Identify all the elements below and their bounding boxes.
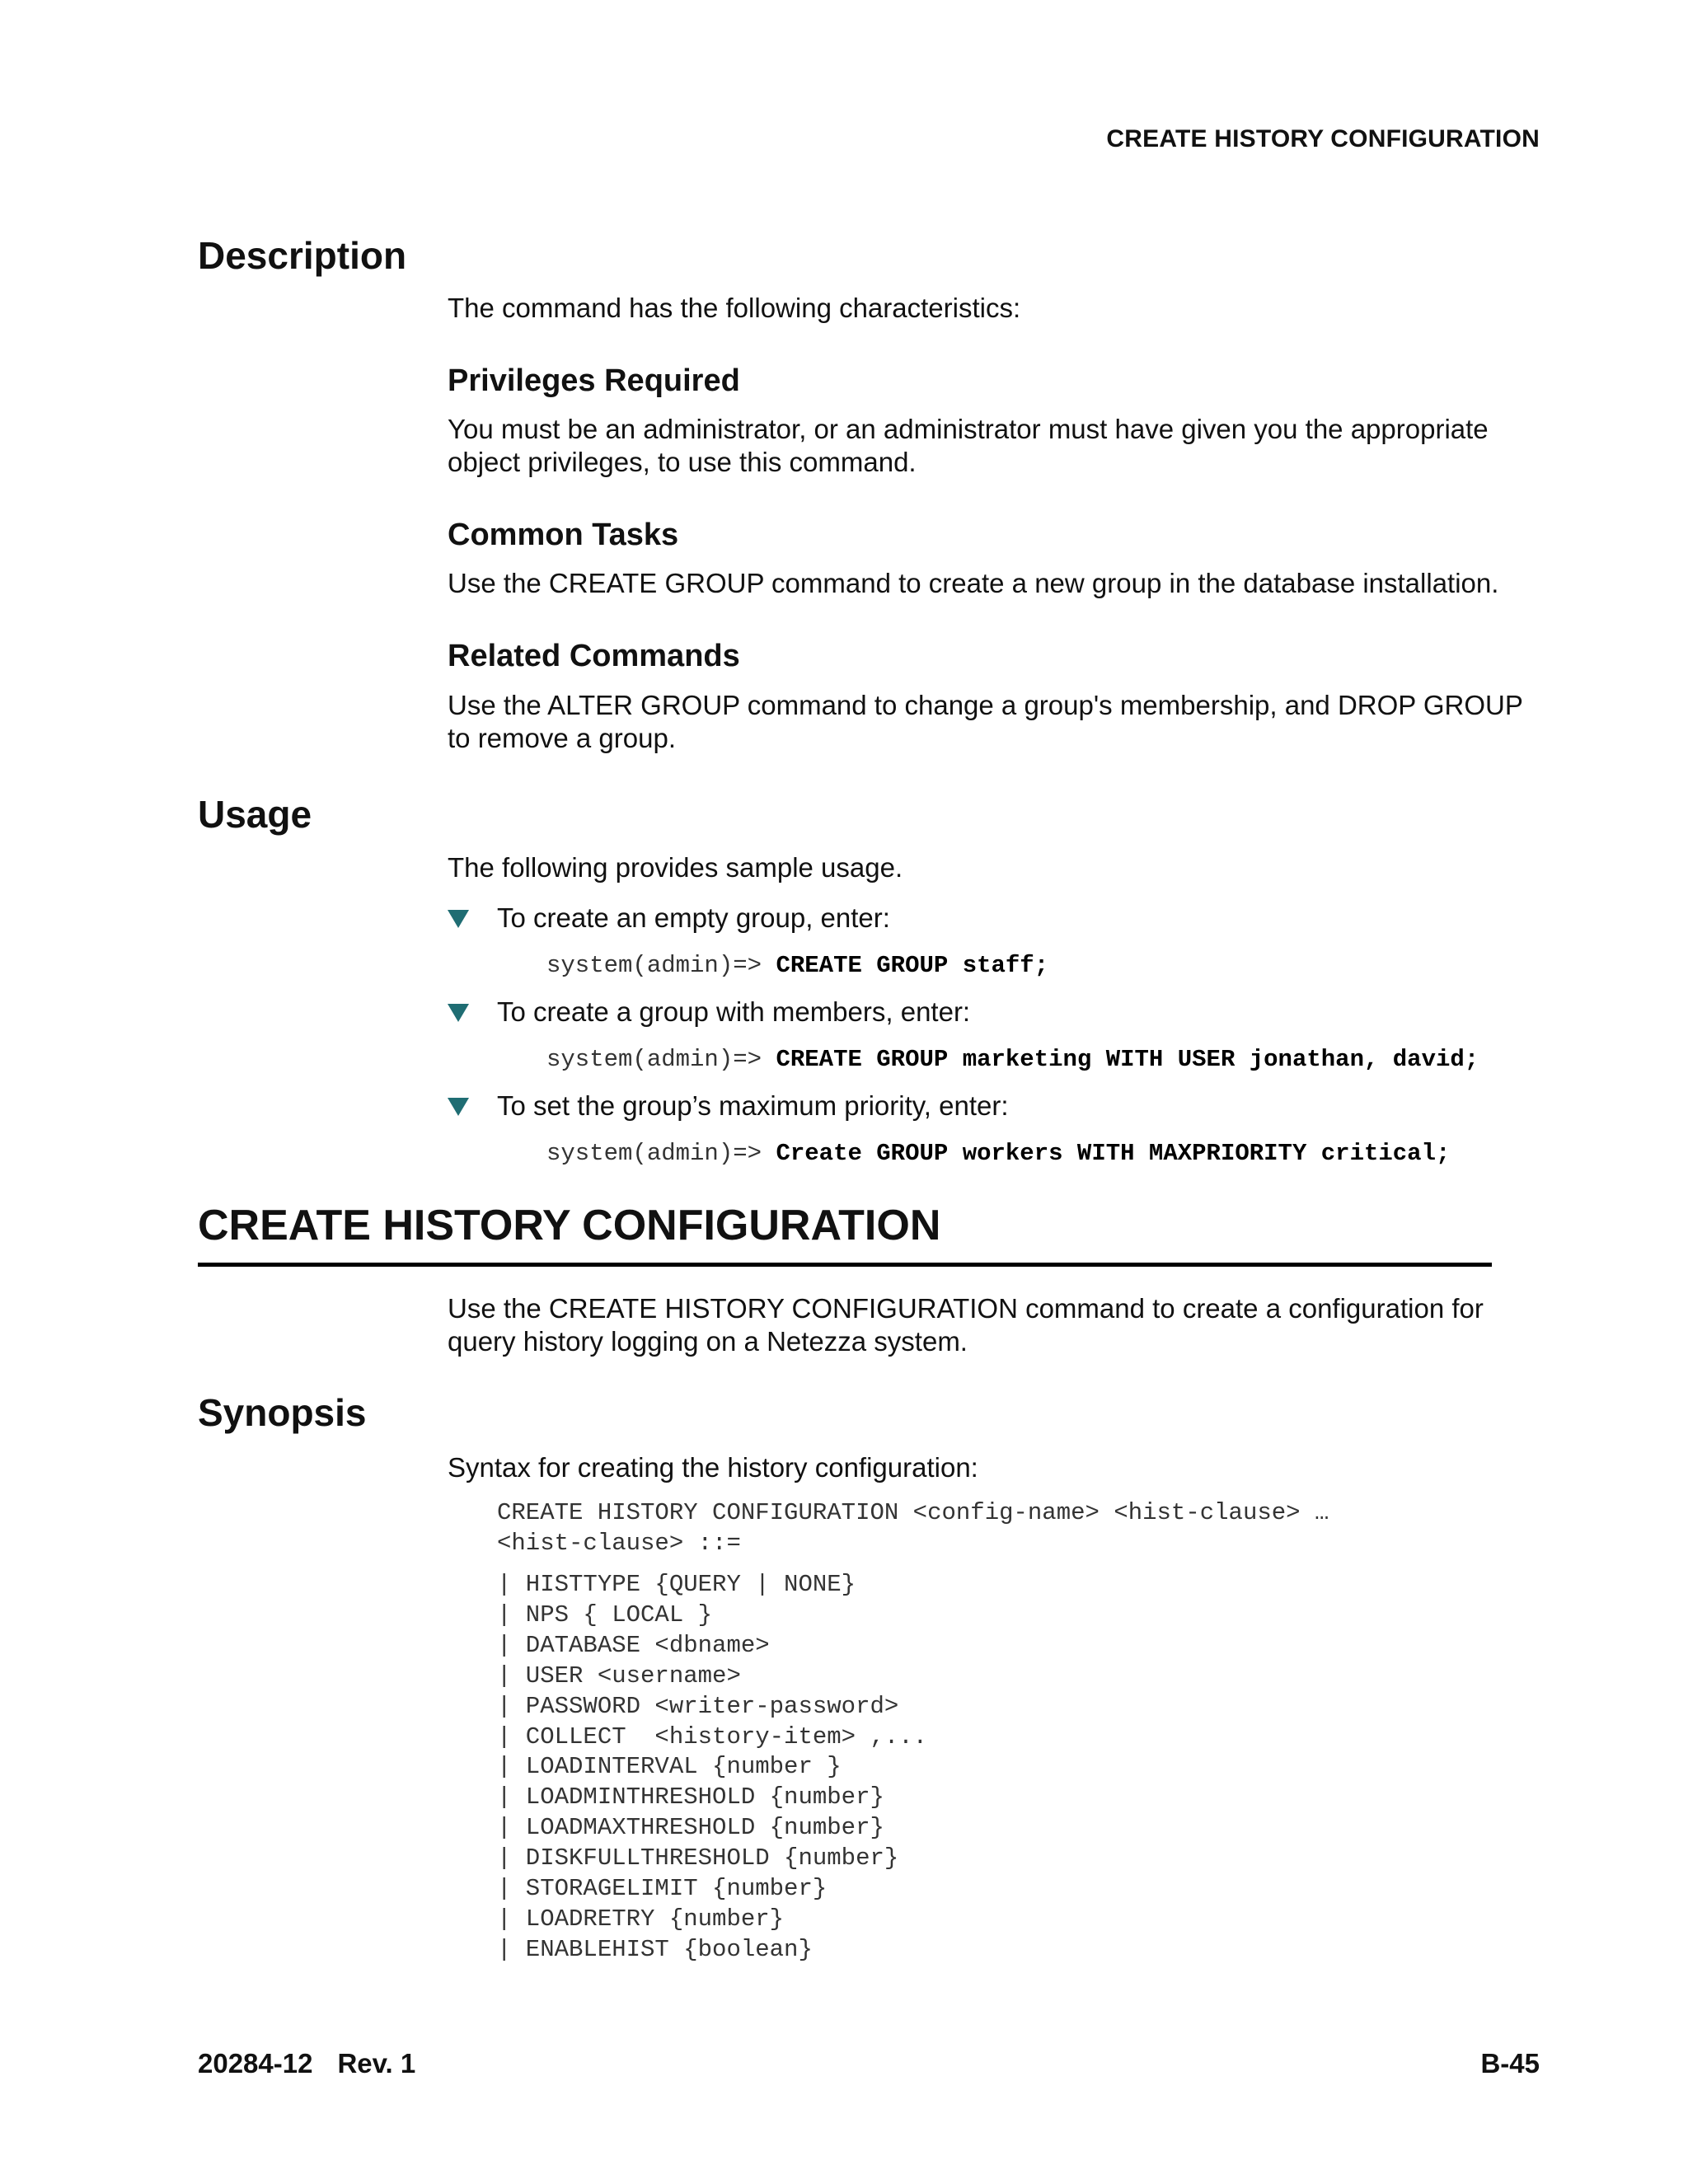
syntax-clauses-block: | HISTTYPE {QUERY | NONE} | NPS { LOCAL } | DATABASE <dbname> | USER <username> | PASSWORD <writer-password> | COLLECT <history-item> ,... | LOADINTERVAL {number } | LOADMINTHRESHOLD {number} | LOADMAXTHRESHOLD {number} | DISKFULLTHRESHOLD {number} | STORAGELIMIT {number} | LOADRETRY {number} | ENABLEHIST {boolean} <box>497 1571 928 1963</box>
footer-doc-number: 20284-12 <box>198 2048 313 2079</box>
synopsis-heading: Synopsis <box>198 1391 367 1434</box>
triangle-bullet-icon <box>448 910 469 928</box>
code-command: CREATE GROUP staff; <box>776 952 1049 979</box>
triangle-bullet-icon <box>448 1004 469 1022</box>
section-title: CREATE HISTORY CONFIGURATION <box>198 1202 941 1249</box>
triangle-bullet-icon <box>448 1098 469 1116</box>
description-intro: The command has the following characteristics: <box>448 293 1021 323</box>
usage-item <box>448 902 1601 935</box>
usage-code-example <box>546 951 1048 981</box>
related-commands-text: Use the ALTER GROUP command to change a group's membership, and DROP GROUP to remove a group. <box>448 690 1523 753</box>
code-prompt: system(admin)=> <box>546 1140 776 1167</box>
usage-heading: Usage <box>198 793 312 836</box>
usage-item <box>448 996 1601 1029</box>
usage-item-text: To create an empty group, enter: <box>497 902 890 933</box>
footer-revision: Rev. 1 <box>337 2048 416 2079</box>
title-divider <box>198 1263 1492 1267</box>
code-command: CREATE GROUP marketing WITH USER jonathan, david; <box>776 1046 1479 1073</box>
description-heading: Description <box>198 234 407 277</box>
synopsis-intro: Syntax for creating the history configuration: <box>448 1452 978 1483</box>
privileges-heading: Privileges Required <box>448 363 740 398</box>
related-commands-heading: Related Commands <box>448 639 740 673</box>
usage-item-text: To set the group’s maximum priority, enter: <box>497 1090 1009 1121</box>
privileges-text: You must be an administrator, or an administrator must have given you the appropriate object privileges, to use this command. <box>448 414 1489 477</box>
usage-item-text: To create a group with members, enter: <box>497 996 971 1027</box>
usage-item <box>448 1090 1601 1122</box>
usage-code-example <box>546 1139 1450 1169</box>
footer-doc-info <box>198 2048 415 2079</box>
footer-page-number: B-45 <box>1480 2048 1540 2079</box>
common-tasks-text: Use the CREATE GROUP command to create a new group in the database installation. <box>448 568 1499 598</box>
usage-code-example <box>546 1045 1479 1075</box>
history-config-intro: Use the CREATE HISTORY CONFIGURATION command to create a configuration for query history logging on a Netezza system. <box>448 1293 1484 1357</box>
syntax-head-block: CREATE HISTORY CONFIGURATION <config-name> <hist-clause> … <hist-clause> ::= <box>497 1499 1329 1557</box>
common-tasks-heading: Common Tasks <box>448 518 679 552</box>
code-prompt: system(admin)=> <box>546 952 776 979</box>
code-prompt: system(admin)=> <box>546 1046 776 1073</box>
usage-intro: The following provides sample usage. <box>448 852 903 883</box>
running-header-title: CREATE HISTORY CONFIGURATION <box>1106 125 1540 152</box>
code-command: Create GROUP workers WITH MAXPRIORITY critical; <box>776 1140 1451 1167</box>
